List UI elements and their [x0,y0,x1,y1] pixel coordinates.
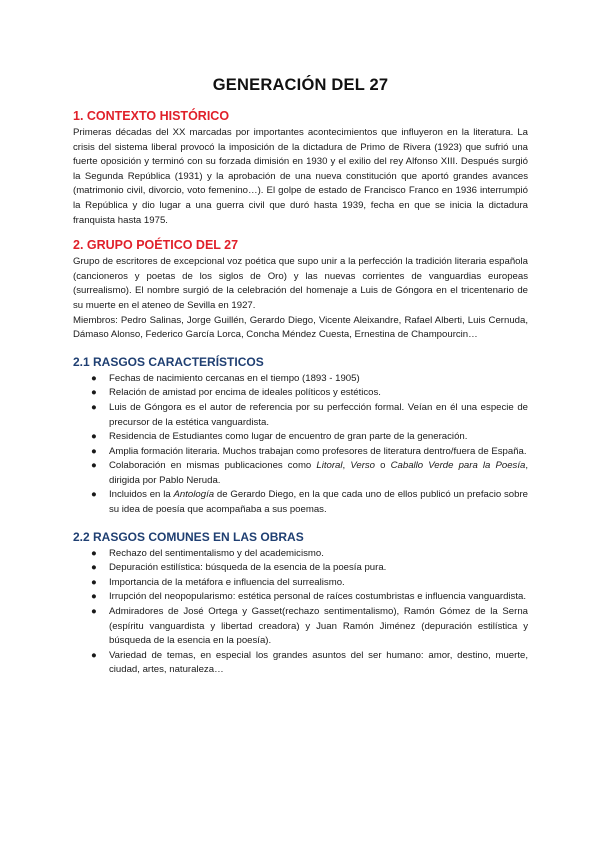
bullet-icon: ● [91,489,97,501]
paragraph-miembros: Miembros: Pedro Salinas, Jorge Guillén, Gerardo Diego, Vicente Aleixandre, Rafael Alberti, Luis Cernuda, Dámaso Alonso, Federico García Lorca, Concha Méndez Cuesta, Ernestina de Champourcin… [73,314,528,341]
list-item: ● Variedad de temas, en especial los grandes asuntos del ser humano: amor, destino, muerte, ciudad, artes, naturaleza… [91,649,528,676]
list-item: ● Luis de Góngora es el autor de referencia por su perfección formal. Veían en él una especie de precursor de la estética vanguardista. [91,401,528,428]
list-item: ● Residencia de Estudiantes como lugar de encuentro de gran parte de la generación. [91,430,528,445]
list-item: ● Amplia formación literaria. Muchos trabajan como profesores de literatura dentro/fuera de España. [91,445,528,460]
section-heading-contexto: 1. CONTEXTO HISTÓRICO [73,109,230,123]
paragraph-grupo: Grupo de escritores de excepcional voz poética que supo unir a la perfección la tradición literaria española (cancioneros y poetas de los siglos de Oro) y las nuevas corrientes de vanguardias europeas (surrealismo). El nombre surgió de la celebración del homenaje a Luis de Góngora en el tricentenario de su muerte en el ateneo de Sevilla en 1927. [73,256,528,311]
bullet-icon: ● [91,562,97,574]
list-item: ● Relación de amistad por encima de ideales políticos y estéticos. [91,386,528,401]
list-rasgos-comunes [73,547,528,678]
bullet-icon: ● [91,547,97,559]
bullet-icon: ● [91,606,97,618]
bullet-icon: ● [91,576,97,588]
bullet-icon: ● [91,649,97,661]
list-item: ● Incluidos en la Antología de Gerardo Diego, en la que cada uno de ellos publicó un prefacio sobre su idea de poesía que acompañaba a sus poemas. [91,489,528,516]
list-rasgos [73,372,528,518]
document-title: GENERACIÓN DEL 27 [212,76,389,94]
list-item: ● Admiradores de José Ortega y Gasset(rechazo sentimentalismo), Ramón Gómez de la Serna (espíritu vanguardista y libertad creadora) y Juan Ramón Jiménez (depuración estilística y búsqueda de la esencia en la poesía). [91,606,528,647]
bullet-icon: ● [91,460,97,472]
bullet-icon: ● [91,387,97,399]
list-item: ● Depuración estilística: búsqueda de la esencia de la poesía pura. [91,561,528,576]
bullet-icon: ● [91,431,97,443]
bullet-icon: ● [91,372,97,384]
bullet-icon: ● [91,445,97,457]
paragraph-contexto: Primeras décadas del XX marcadas por importantes acontecimientos que influyeron en la literatura. La crisis del sistema liberal provocó la imposición de la dictadura de Primo de Rivera (1923) que sufrió una fuerte oposición y terminó con su forzada dimisión en 1930 y el exilio del rey Alfonso XIII. Después surgió la Segunda República (1931) y la aprobación de una nueva constitución que aportó grandes avances (matrimonio civil, divorcio, voto femenino…). El golpe de estado de Francisco Franco en 1936 interrumpió la República y dio lugar a una guerra civil que duró hasta 1939, fecha en que se inicia la dictadura franquista hasta 1975. [73,127,528,226]
bullet-icon: ● [91,591,97,603]
list-item: ● Rechazo del sentimentalismo y del academicismo. [91,547,528,562]
list-item: ● Importancia de la metáfora e influencia del surrealismo. [91,576,528,591]
subsection-heading-rasgos-comunes: 2.2 RASGOS COMUNES EN LAS OBRAS [73,529,304,544]
list-item: ● Colaboración en mismas publicaciones como Litoral, Verso o Caballo Verde para la Poesía, dirigida por Pablo Neruda. [91,460,529,486]
list-item: ● Fechas de nacimiento cercanas en el tiempo (1893 - 1905) [91,372,528,387]
list-item: ● Irrupción del neopopularismo: estética personal de raíces costumbristas e influencia vanguardista. [91,590,528,605]
subsection-heading-rasgos: 2.1 RASGOS CARACTERÍSTICOS [73,354,264,369]
bullet-icon: ● [91,401,97,413]
section-heading-grupo: 2. GRUPO POÉTICO DEL 27 [73,238,239,253]
